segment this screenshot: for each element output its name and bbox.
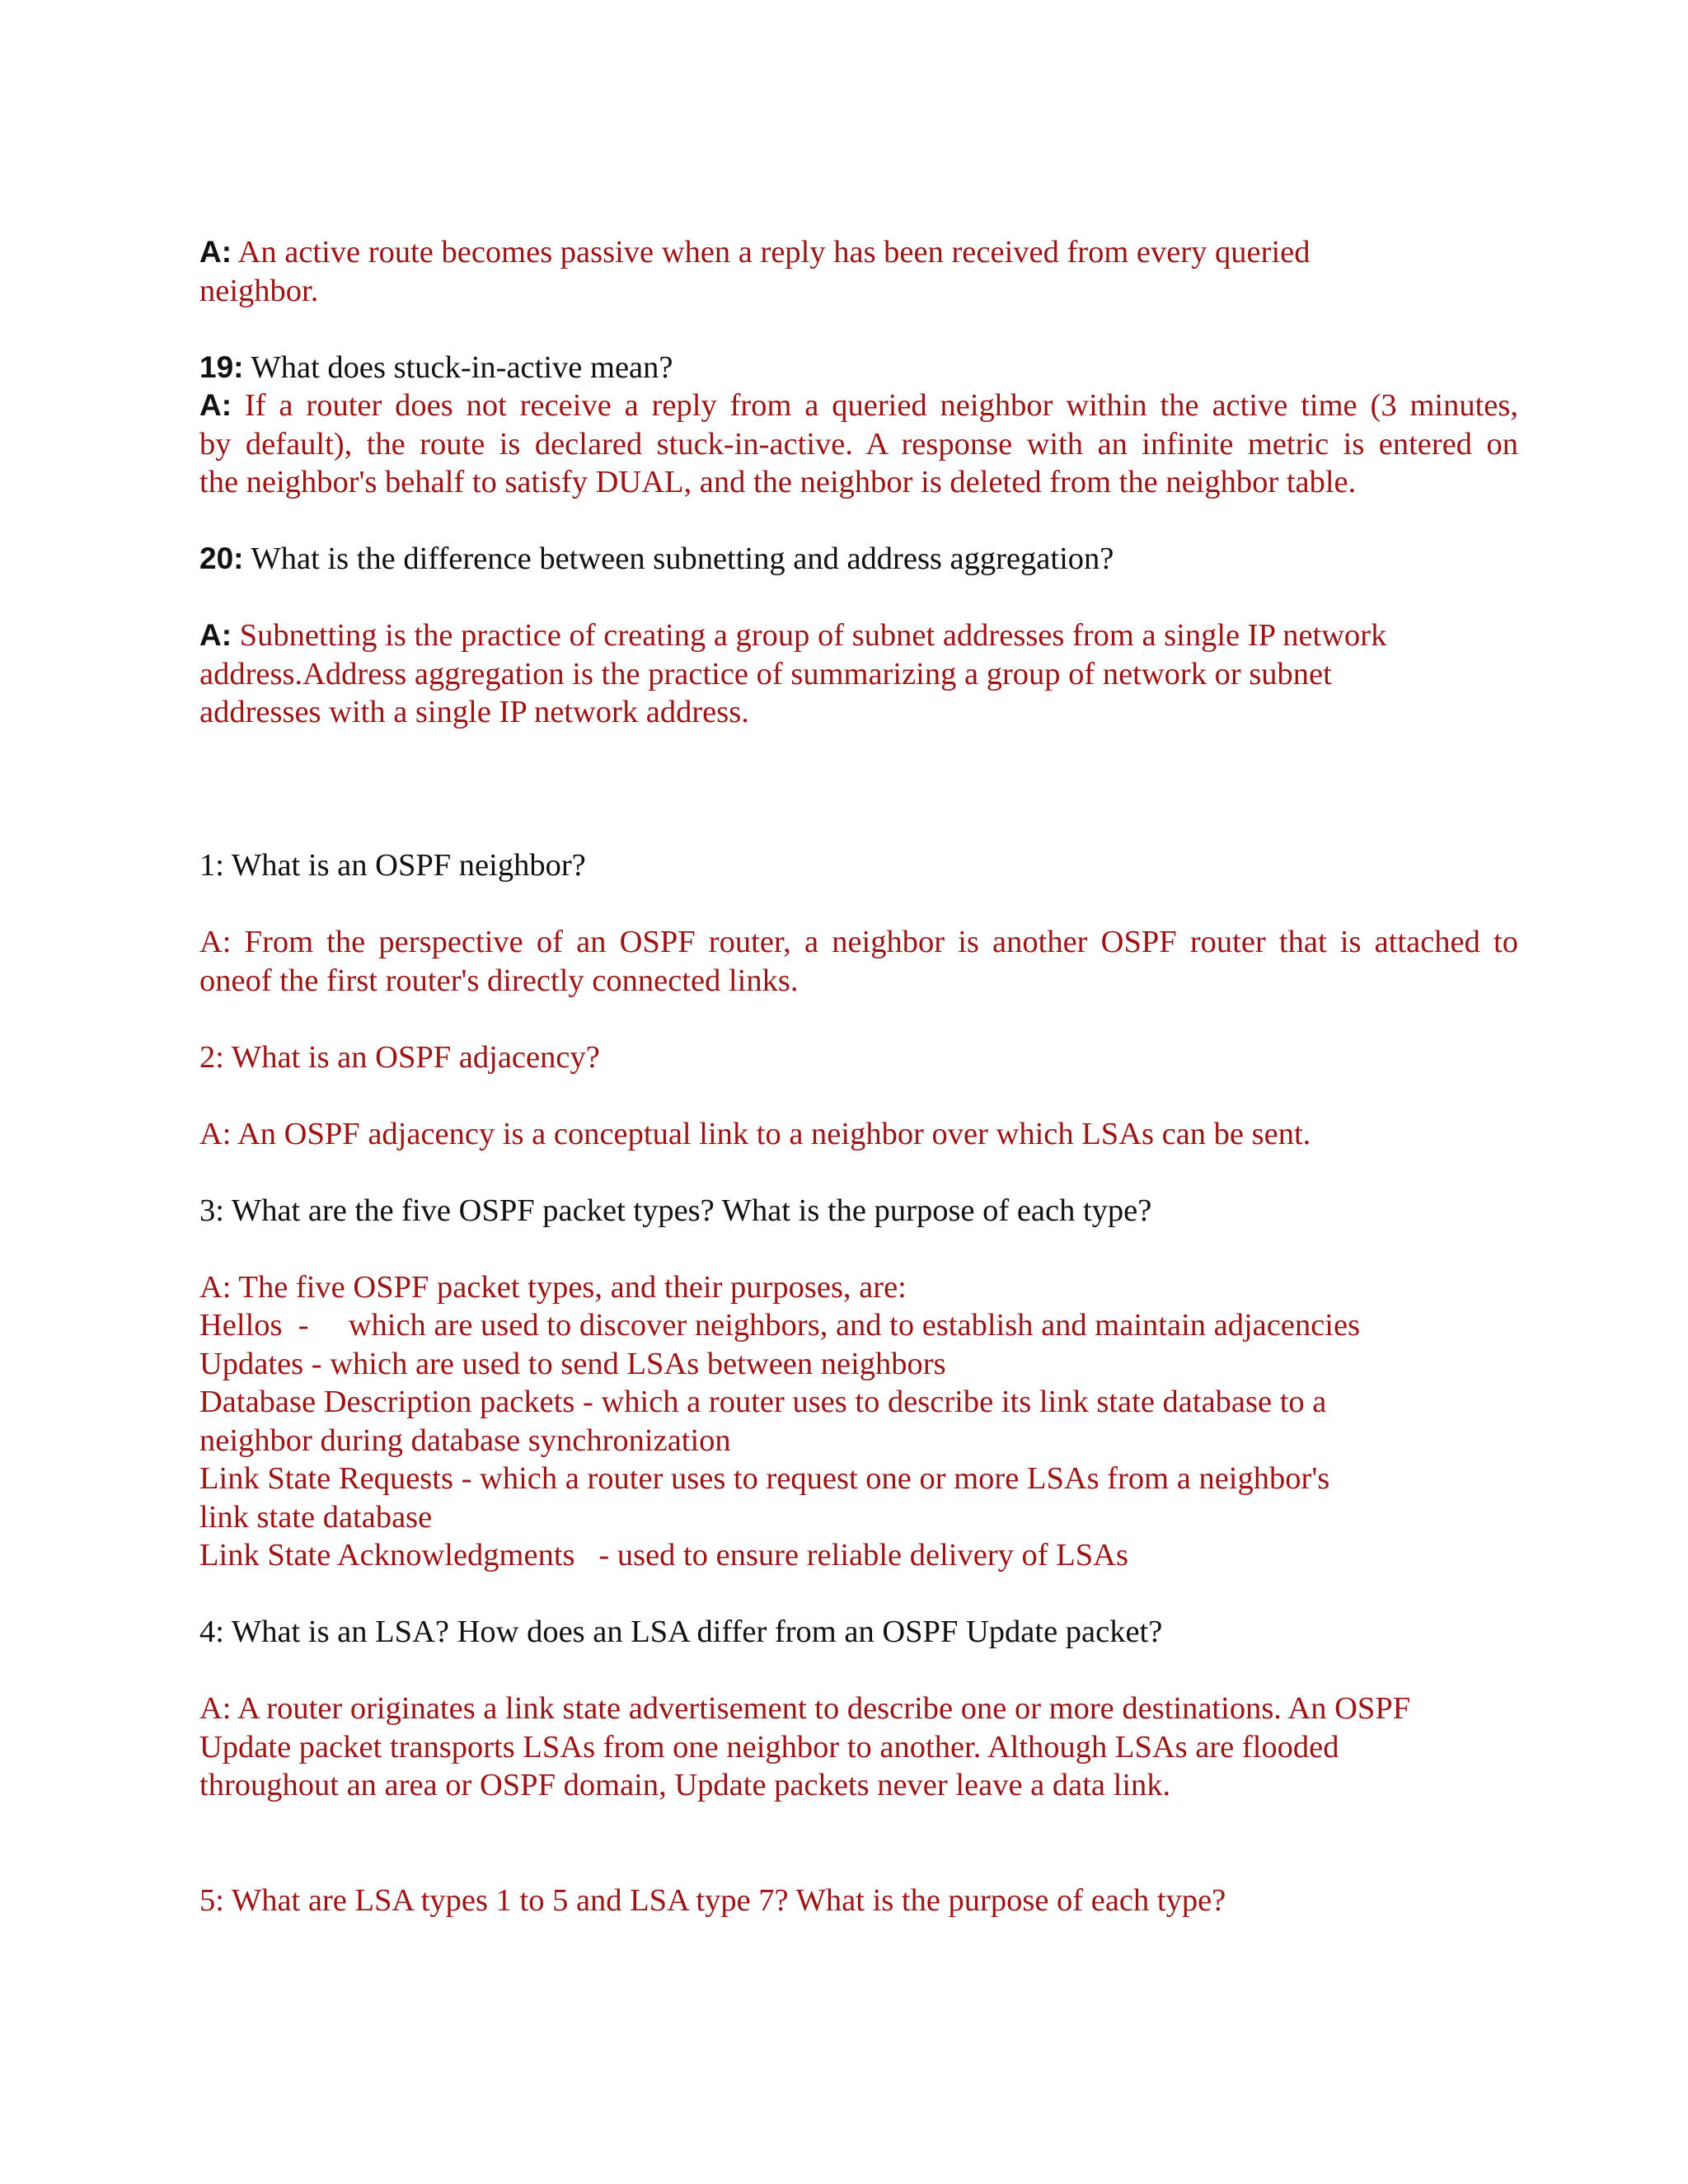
answer-20-line-3: addresses with a single IP network address. xyxy=(199,695,749,729)
ospf-question-1: 1: What is an OSPF neighbor? xyxy=(199,848,586,883)
answer-19-line-3: the neighbor's behalf to satisfy DUAL, and the neighbor is deleted from the neighbor table. xyxy=(199,465,1357,499)
answer-label: A: xyxy=(199,235,232,269)
packet-type-updates: Updates - which are used to send LSAs between neighbors xyxy=(199,1346,946,1381)
ospf-question-5: 5: What are LSA types 1 to 5 and LSA type 7? What is the purpose of each type? xyxy=(199,1882,1226,1918)
answer-19-line-2: by default), the route is declared stuck-in-active. A response with an infinite metric is entered on xyxy=(199,426,1518,462)
answer-20-line-1: A: Subnetting is the practice of creating a group of subnet addresses from a single IP network xyxy=(199,618,1387,653)
ospf-question-2: 2: What is an OSPF adjacency? xyxy=(199,1039,600,1075)
ospf-answer-1-line-1: A: From the perspective of an OSPF router, a neighbor is another OSPF router that is attached to xyxy=(199,925,1518,959)
ospf-answer-3-intro: A: The five OSPF packet types, and their purposes, are: xyxy=(199,1269,907,1305)
answer-19-line-1: A: If a router does not receive a reply from a queried neighbor within the active time (3 minutes, xyxy=(199,388,1518,423)
packet-type-database-description: Database Description packets - which a router uses to describe its link state database to a xyxy=(199,1385,1327,1419)
answer-label: A: xyxy=(199,618,232,652)
ospf-answer-4-line-2: Update packet transports LSAs from one neighbor to another. Although LSAs are flooded xyxy=(199,1729,1339,1765)
question-label: 19: xyxy=(199,349,244,384)
ospf-answer-2: A: An OSPF adjacency is a conceptual link to a neighbor over which LSAs can be sent. xyxy=(199,1116,1311,1151)
packet-type-link-state-requests-cont: link state database xyxy=(199,1499,433,1535)
ospf-answer-4-line-3: throughout an area or OSPF domain, Update packets never leave a data link. xyxy=(199,1768,1171,1802)
document-body xyxy=(199,233,1518,1919)
ospf-question-4: 4: What is an LSA? How does an LSA differ from an OSPF Update packet? xyxy=(199,1615,1163,1649)
answer-20-line-2: address.Address aggregation is the practice of summarizing a group of network or subnet xyxy=(199,656,1332,691)
ospf-question-3: 3: What are the five OSPF packet types? What is the purpose of each type? xyxy=(199,1193,1152,1228)
ospf-answer-4-line-1: A: A router originates a link state advertisement to describe one or more destinations. An OSPF xyxy=(199,1691,1411,1726)
packet-type-link-state-requests: Link State Requests - which a router uses to request one or more LSAs from a neighbor's xyxy=(199,1461,1330,1496)
ospf-answer-1-line-2: oneof the first router's directly connected links. xyxy=(199,963,799,998)
question-20: 20: What is the difference between subnetting and address aggregation? xyxy=(199,541,1114,576)
packet-type-hellos: Hellos - which are used to discover neighbors, and to establish and maintain adjacencies xyxy=(199,1308,1361,1343)
packet-type-database-description-cont: neighbor during database synchronization xyxy=(199,1422,731,1458)
packet-type-link-state-acknowledgments: Link State Acknowledgments - used to ensure reliable delivery of LSAs xyxy=(199,1538,1128,1572)
question-19: 19: What does stuck-in-active mean? xyxy=(199,349,673,385)
answer-18-line-2: neighbor. xyxy=(199,273,319,308)
answer-18-line-1: A: An active route becomes passive when a reply has been received from every queried xyxy=(199,235,1311,269)
question-label: 20: xyxy=(199,541,244,575)
answer-label: A: xyxy=(199,388,232,422)
